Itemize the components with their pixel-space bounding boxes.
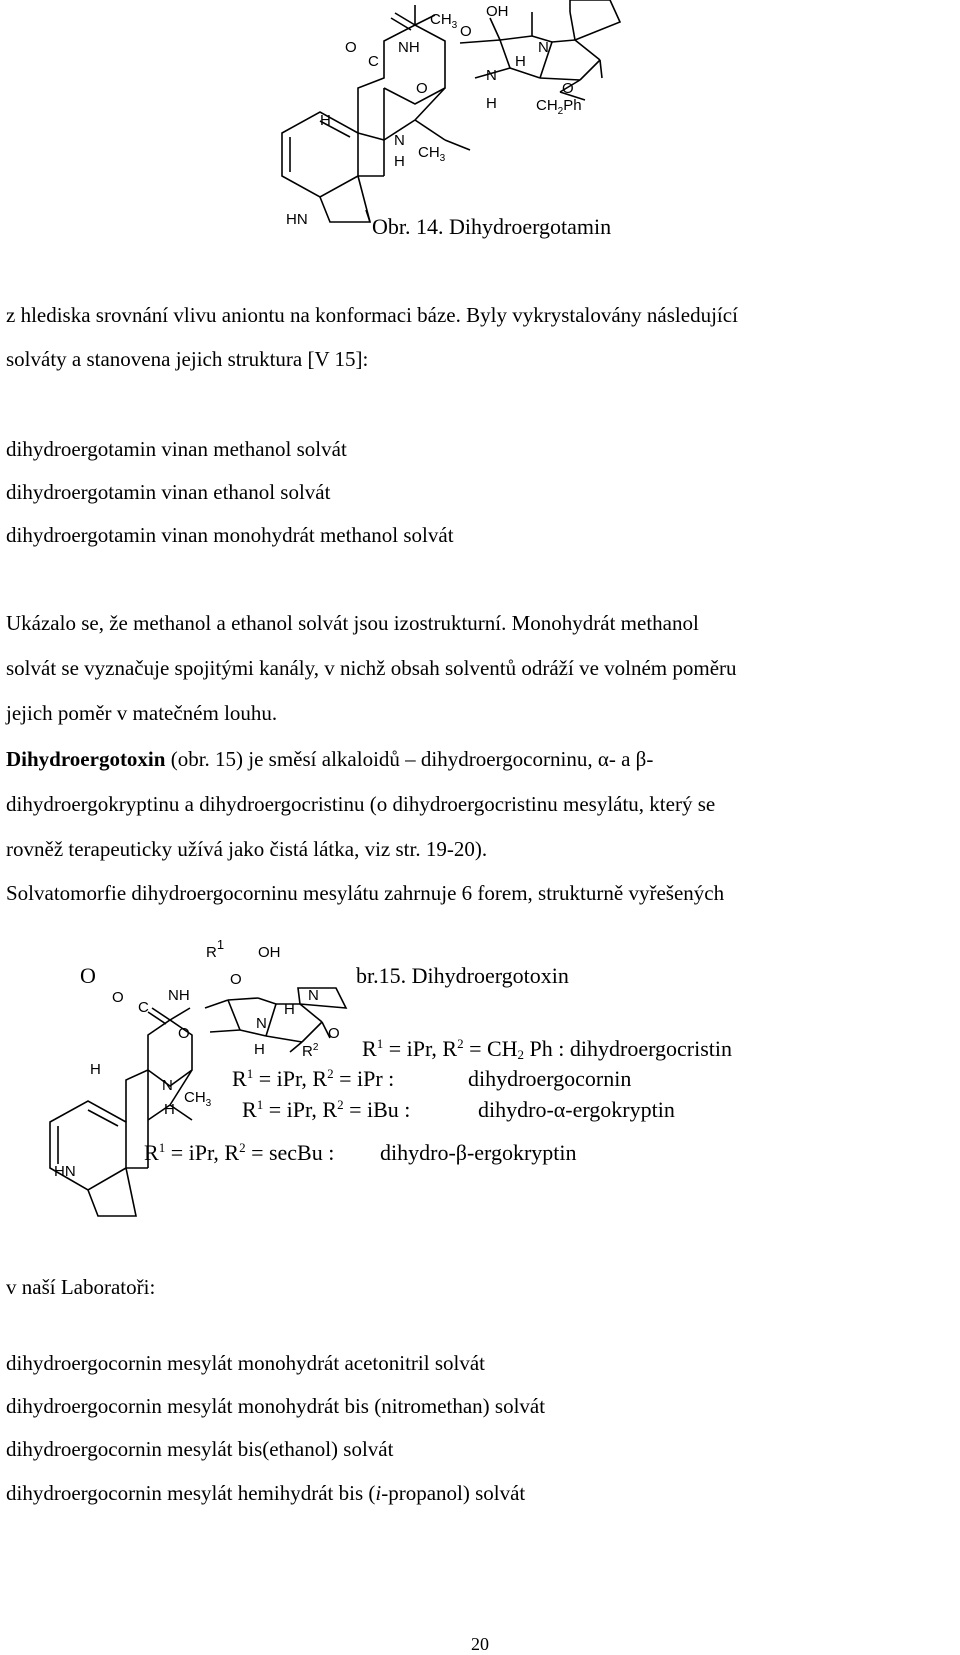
lab-heading: v naší Laboratoři:: [6, 1275, 156, 1299]
paragraph2-line2: solvát se vyznačuje spojitými kanály, v nichž obsah solventů odráží ve volném poměru: [6, 656, 737, 680]
page-number: 20: [471, 1634, 489, 1654]
r-line-3-name: dihydro-α-ergokryptin: [478, 1097, 675, 1122]
dihydroergotamin-structure: [270, 0, 690, 240]
figure15-oh-label: OH: [258, 944, 281, 961]
atom-oh: OH: [486, 3, 509, 20]
solvate2-item: dihydroergocornin mesylát hemihydrát bis (i-propanol) solvát: [6, 1481, 526, 1505]
atom-ch3: $CH_3$: [430, 11, 458, 31]
r-line-1: $R^1$ = iPr, $R^2 = CH_2$ Ph : dihydroergocristin: [362, 1036, 732, 1062]
atom-n-lactam: N: [256, 1015, 267, 1032]
solvate1-item: dihydroergotamin vinan methanol solvát: [6, 437, 347, 461]
figure-15-caption: br.15. Dihydroergotoxin: [356, 963, 569, 988]
atom-hn: HN: [286, 211, 308, 228]
solvate2-item: dihydroergocornin mesylát bis(ethanol) solvát: [6, 1437, 394, 1461]
paragraph3-line3: rovněž terapeuticky užívá jako čistá látka, viz str. 19-20).: [6, 837, 488, 861]
atom-o-right: O: [562, 80, 574, 97]
paragraph1-line1: z hlediska srovnání vlivu aniontu na konformaci báze. Byly vykrystalovány následující: [6, 303, 738, 327]
atom-c-amide: C: [368, 53, 379, 70]
atom-hn: HN: [54, 1163, 76, 1180]
atom-o-left: O: [416, 80, 428, 97]
atom-n-peptide: N: [308, 987, 319, 1004]
solvate2-item: dihydroergocornin mesylát monohydrát bis (nitromethan) solvát: [6, 1394, 546, 1418]
atom-o-ring: O: [460, 23, 472, 40]
solvate1-item: dihydroergotamin vinan monohydrát methanol solvát: [6, 523, 454, 547]
figure-14-caption: Obr. 14. Dihydroergotamin: [372, 214, 612, 239]
r-line-3: $R^1$ = iPr, $R^2$ = iBu :: [242, 1097, 411, 1122]
paragraph3-line4: Solvatomorfie dihydroergocorninu mesylátu zahrnuje 6 forem, strukturně vyřešených: [6, 881, 725, 905]
atom-h-lower: H: [486, 95, 497, 112]
solvate1-item: dihydroergotamin vinan ethanol solvát: [6, 480, 331, 504]
atom-o-carbonyl: O: [345, 39, 357, 56]
atom-h-bottom: H: [164, 1101, 175, 1118]
r-line-4-name: dihydro-β-ergokryptin: [380, 1140, 577, 1165]
paragraph3-line2: dihydroergokryptinu a dihydroergocristinu (o dihydroergocristinu mesylátu, který se: [6, 792, 716, 816]
paragraph2-line1: Ukázalo se, že methanol a ethanol solvát jsou izostrukturní. Monohydrát methanol: [6, 611, 699, 635]
atom-ch3-n: $CH_3$: [184, 1089, 212, 1109]
r-line-2: $R^1$ = iPr, $R^2$ = iPr :: [232, 1066, 395, 1091]
atom-r2: $R^2$: [302, 1042, 319, 1060]
paragraph3-line1: [6, 746, 653, 772]
atom-n-methyl: N: [162, 1077, 173, 1094]
atom-c-amide: C: [138, 999, 149, 1016]
atom-ch2ph: $CH_2Ph$: [536, 97, 582, 117]
atom-o-ring: O: [230, 971, 242, 988]
atom-n-peptide: N: [538, 39, 549, 56]
atom-h-bottom: H: [394, 153, 405, 170]
atom-nh: NH: [398, 39, 420, 56]
atom-ch3-n: $CH_3$: [418, 144, 446, 164]
r-line-4: $R^1$ = iPr, $R^2$ = secBu :: [144, 1140, 335, 1165]
paragraph3-line1-rest: (obr. 15) je směsí alkaloidů – dihydroergocorninu, α- a β-: [165, 747, 654, 771]
r-line-2-name: dihydroergocornin: [468, 1066, 632, 1091]
atom-n-lactam: N: [486, 67, 497, 84]
atom-h-left: H: [90, 1061, 101, 1078]
figure15-r1-label: $R^1$: [206, 937, 225, 961]
atom-nh: NH: [168, 987, 190, 1004]
figure15-lone-o: O: [80, 963, 96, 988]
bold-term: Dihydroergotoxin: [6, 747, 166, 771]
atom-o-left: O: [178, 1025, 190, 1042]
atom-n-methyl: N: [394, 132, 405, 149]
solvate2-item: dihydroergocornin mesylát monohydrát acetonitril solvát: [6, 1351, 486, 1375]
atom-h-left: H: [320, 112, 331, 129]
paragraph2-line3: jejich poměr v matečném louhu.: [6, 701, 278, 725]
atom-o-carbonyl: O: [112, 989, 124, 1006]
atom-h-lower: H: [254, 1041, 265, 1058]
atom-o-right: O: [328, 1025, 340, 1042]
atom-h-peptide: H: [515, 53, 526, 70]
atom-h-peptide: H: [284, 1001, 295, 1018]
paragraph1-line2: solváty a stanovena jejich struktura [V 15]:: [6, 347, 369, 371]
